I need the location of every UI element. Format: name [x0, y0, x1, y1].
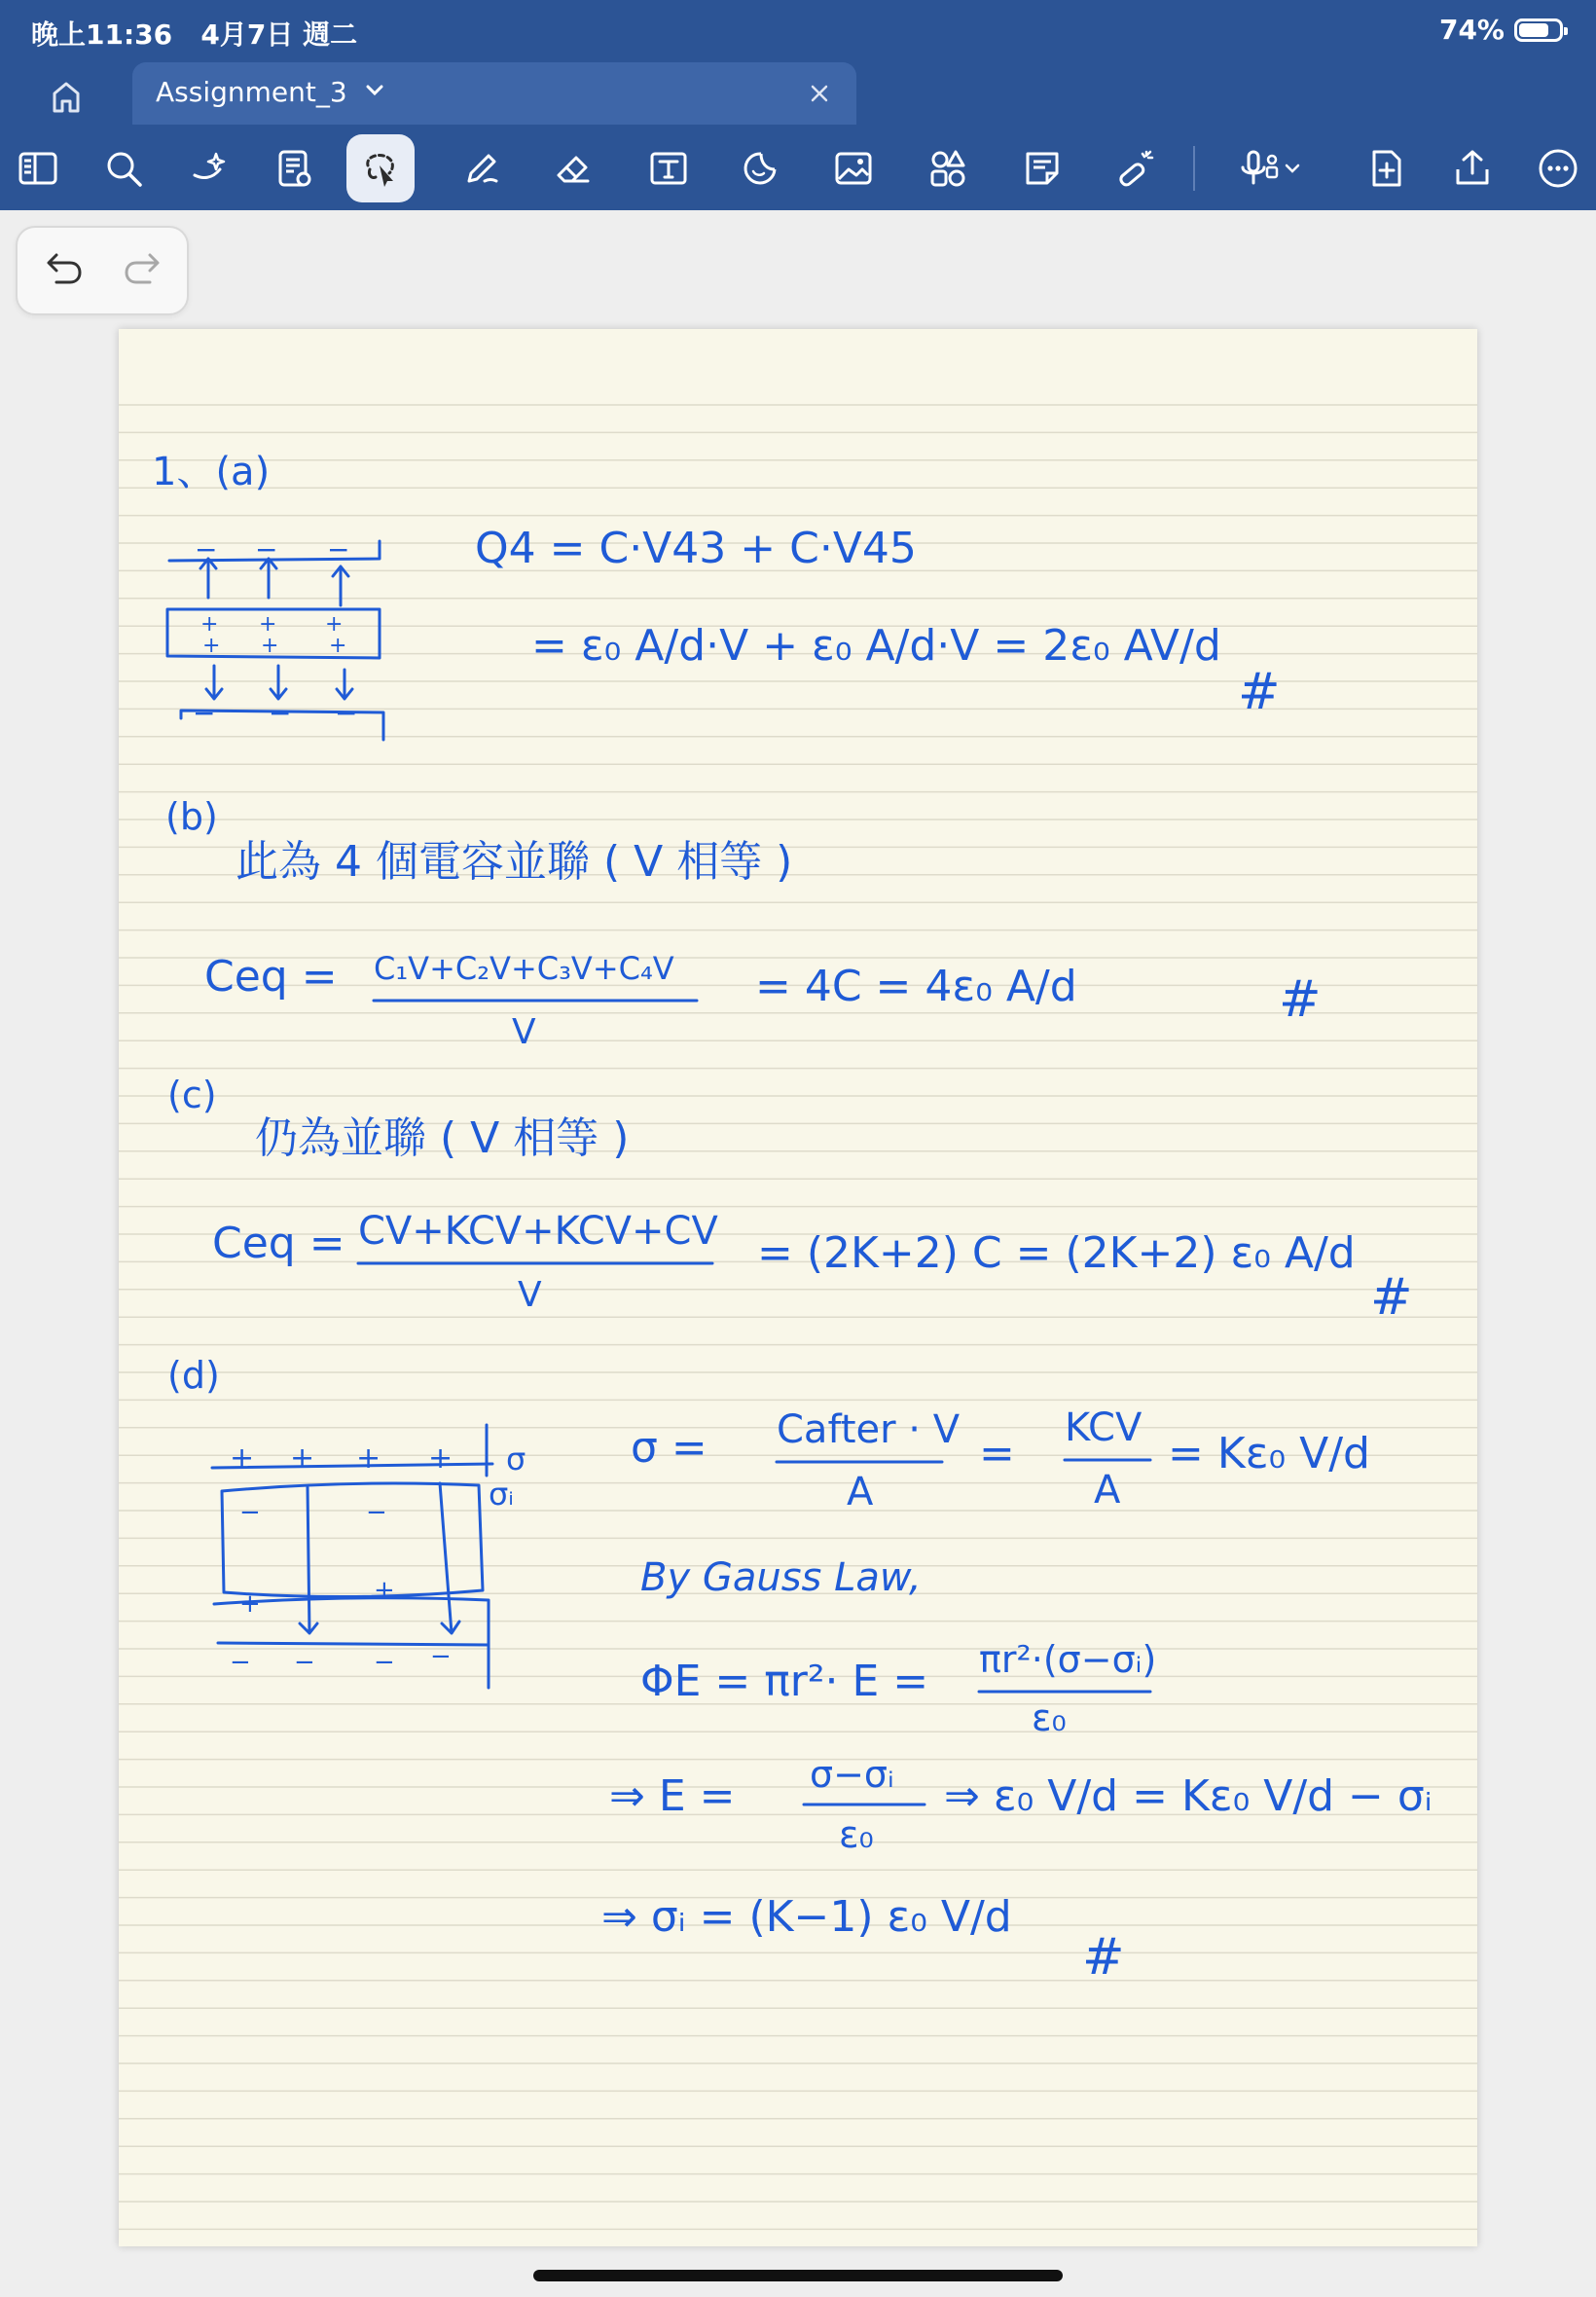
svg-text:−: − [239, 1498, 261, 1527]
home-icon [39, 74, 93, 117]
svg-text:−: − [366, 1498, 387, 1527]
svg-text:+: + [356, 1441, 381, 1476]
more-options-button[interactable] [1524, 134, 1592, 202]
home-indicator[interactable] [533, 2270, 1063, 2281]
q1d-eq1-numerator: Cafter · V [777, 1407, 961, 1452]
undo-redo-panel [16, 226, 189, 315]
q1d-eq1-lhs: σ = [631, 1423, 707, 1473]
q1b-ceq-lhs: Ceq = [204, 952, 338, 1002]
document-view-icon [272, 146, 317, 191]
svg-text:−: − [335, 697, 358, 729]
q1d-e-denominator: ε₀ [839, 1813, 874, 1856]
q1d-eq1-mid: = [979, 1429, 1015, 1478]
svg-text:+: + [259, 612, 277, 637]
sidebar-toggle-button[interactable] [4, 134, 72, 202]
q1a-label: 1、(a) [152, 450, 271, 494]
sparkle-icon [187, 146, 232, 191]
pen-icon [459, 146, 504, 191]
svg-text:−: − [193, 697, 216, 729]
handwritten-content [119, 329, 1477, 2246]
svg-text:−: − [430, 1642, 452, 1671]
svg-text:+: + [202, 634, 221, 658]
share-button[interactable] [1438, 134, 1506, 202]
q1c-label: (c) [167, 1074, 217, 1116]
q1a-capacitor-diagram [167, 533, 383, 740]
q1d-eq1-denominator: A [847, 1470, 874, 1514]
image-tool[interactable] [819, 134, 888, 202]
ai-assist-button[interactable] [175, 134, 243, 202]
q1a-equation-2: = ε₀ A/d·V + ε₀ A/d·V = 2ε₀ AV/d [531, 621, 1221, 671]
laser-pointer-icon [1113, 146, 1158, 191]
svg-text:+: + [329, 634, 347, 658]
notebook-page[interactable] [119, 329, 1477, 2246]
q1d-eq1-result: = Kε₀ V/d [1168, 1429, 1370, 1478]
q1d-eq1-numerator-2: KCV [1065, 1405, 1143, 1450]
q1d-flux-denominator: ε₀ [1032, 1696, 1067, 1739]
svg-text:+: + [374, 1576, 395, 1605]
sidebar-icon [16, 146, 60, 191]
svg-text:+: + [230, 1441, 255, 1476]
audio-record-button[interactable] [1216, 134, 1324, 202]
q1d-flux-numerator: πr²·(σ−σᵢ) [979, 1638, 1157, 1681]
q1d-e-result: ⇒ ε₀ V/d = Kε₀ V/d − σᵢ [944, 1771, 1433, 1821]
text-tool[interactable] [635, 134, 703, 202]
text-box-icon [646, 146, 691, 191]
tab-title: Assignment_3 [156, 76, 347, 108]
search-button[interactable] [90, 134, 158, 202]
pen-tool[interactable] [448, 134, 516, 202]
battery-icon [1514, 18, 1563, 42]
svg-text:−: − [269, 697, 292, 729]
home-button[interactable] [39, 74, 93, 117]
add-page-icon [1364, 146, 1409, 191]
q1d-e-lhs: ⇒ E = [609, 1771, 736, 1821]
q1b-denominator: V [512, 1012, 536, 1052]
q1d-sigma-label: σ [506, 1440, 526, 1477]
svg-text:−: − [195, 533, 218, 565]
undo-icon[interactable] [35, 243, 90, 298]
microphone-icon [1237, 146, 1282, 191]
q1c-numerator: CV+KCV+KCV+CV [358, 1209, 718, 1254]
q1c-statement: 仍為並聯 ( V 相等 ) [255, 1113, 630, 1163]
close-icon[interactable] [806, 80, 833, 107]
q1b-numerator: C₁V+C₂V+C₃V+C₄V [374, 950, 674, 987]
q1b-result: = 4C = 4ε₀ A/d [755, 962, 1077, 1011]
image-icon [831, 146, 876, 191]
share-icon [1450, 146, 1495, 191]
q1d-gauss-law: By Gauss Law, [640, 1555, 922, 1600]
q1c-denominator: V [518, 1275, 542, 1315]
q1a-end-mark: # [1238, 663, 1281, 721]
q1a-equation-1: Q4 = C·V43 + C·V45 [475, 524, 917, 573]
chevron-down-icon [1282, 158, 1303, 179]
search-icon [101, 146, 146, 191]
q1b-label: (b) [165, 795, 218, 838]
more-icon [1536, 146, 1580, 191]
laser-pointer-tool[interactable] [1102, 134, 1170, 202]
q1d-flux-lhs: ΦE = πr²· E = [640, 1657, 929, 1706]
lasso-icon [358, 146, 403, 191]
q1c-ceq-lhs: Ceq = [212, 1219, 345, 1268]
q1c-result: = (2K+2) C = (2K+2) ε₀ A/d [757, 1228, 1356, 1278]
svg-text:+: + [428, 1441, 453, 1476]
q1d-e-numerator: σ−σᵢ [810, 1753, 894, 1796]
shapes-icon [926, 146, 971, 191]
toolbar [0, 127, 1596, 210]
q1d-sigma-i-label: σᵢ [489, 1476, 514, 1513]
q1d-final-result: ⇒ σᵢ = (K−1) ε₀ V/d [601, 1892, 1012, 1942]
svg-text:+: + [239, 1589, 261, 1619]
q1b-statement: 此為 4 個電容並聯 ( V 相等 ) [236, 837, 793, 887]
status-battery [1439, 14, 1563, 46]
svg-text:+: + [290, 1441, 315, 1476]
sticker-tool[interactable] [726, 134, 794, 202]
q1d-end-mark: # [1082, 1928, 1125, 1987]
svg-text:+: + [325, 612, 344, 637]
toolbar-divider [1193, 146, 1195, 191]
svg-text:−: − [327, 533, 350, 565]
eraser-icon [551, 146, 596, 191]
svg-text:−: − [374, 1648, 395, 1677]
q1d-dielectric-diagram [212, 1425, 492, 1688]
sticker-icon [738, 146, 782, 191]
add-page-button[interactable] [1353, 134, 1421, 202]
sticky-note-tool[interactable] [1008, 134, 1076, 202]
svg-text:−: − [255, 533, 278, 565]
svg-text:+: + [261, 634, 279, 658]
q1b-end-mark: # [1279, 970, 1322, 1029]
battery-percent: 74% [1438, 14, 1505, 46]
redo-icon[interactable] [117, 243, 171, 298]
lasso-tool[interactable] [346, 134, 415, 202]
status-date-text: 4月7日 週二 [200, 18, 358, 51]
q1d-label: (d) [167, 1354, 220, 1397]
status-bar-time [31, 14, 357, 53]
read-mode-button[interactable] [261, 134, 329, 202]
battery-fill [1519, 23, 1548, 37]
q1c-end-mark: # [1370, 1268, 1413, 1327]
chevron-down-icon[interactable] [360, 76, 389, 105]
tab-assignment-3[interactable] [132, 62, 856, 125]
svg-text:−: − [294, 1648, 315, 1677]
eraser-tool[interactable] [539, 134, 607, 202]
shapes-tool[interactable] [915, 134, 983, 202]
app-header [0, 0, 1596, 210]
svg-text:−: − [230, 1648, 251, 1677]
svg-text:+: + [200, 612, 219, 637]
q1d-eq1-denominator-2: A [1094, 1468, 1121, 1513]
status-time-text: 晚上11:36 [31, 18, 173, 51]
sticky-note-icon [1020, 146, 1065, 191]
